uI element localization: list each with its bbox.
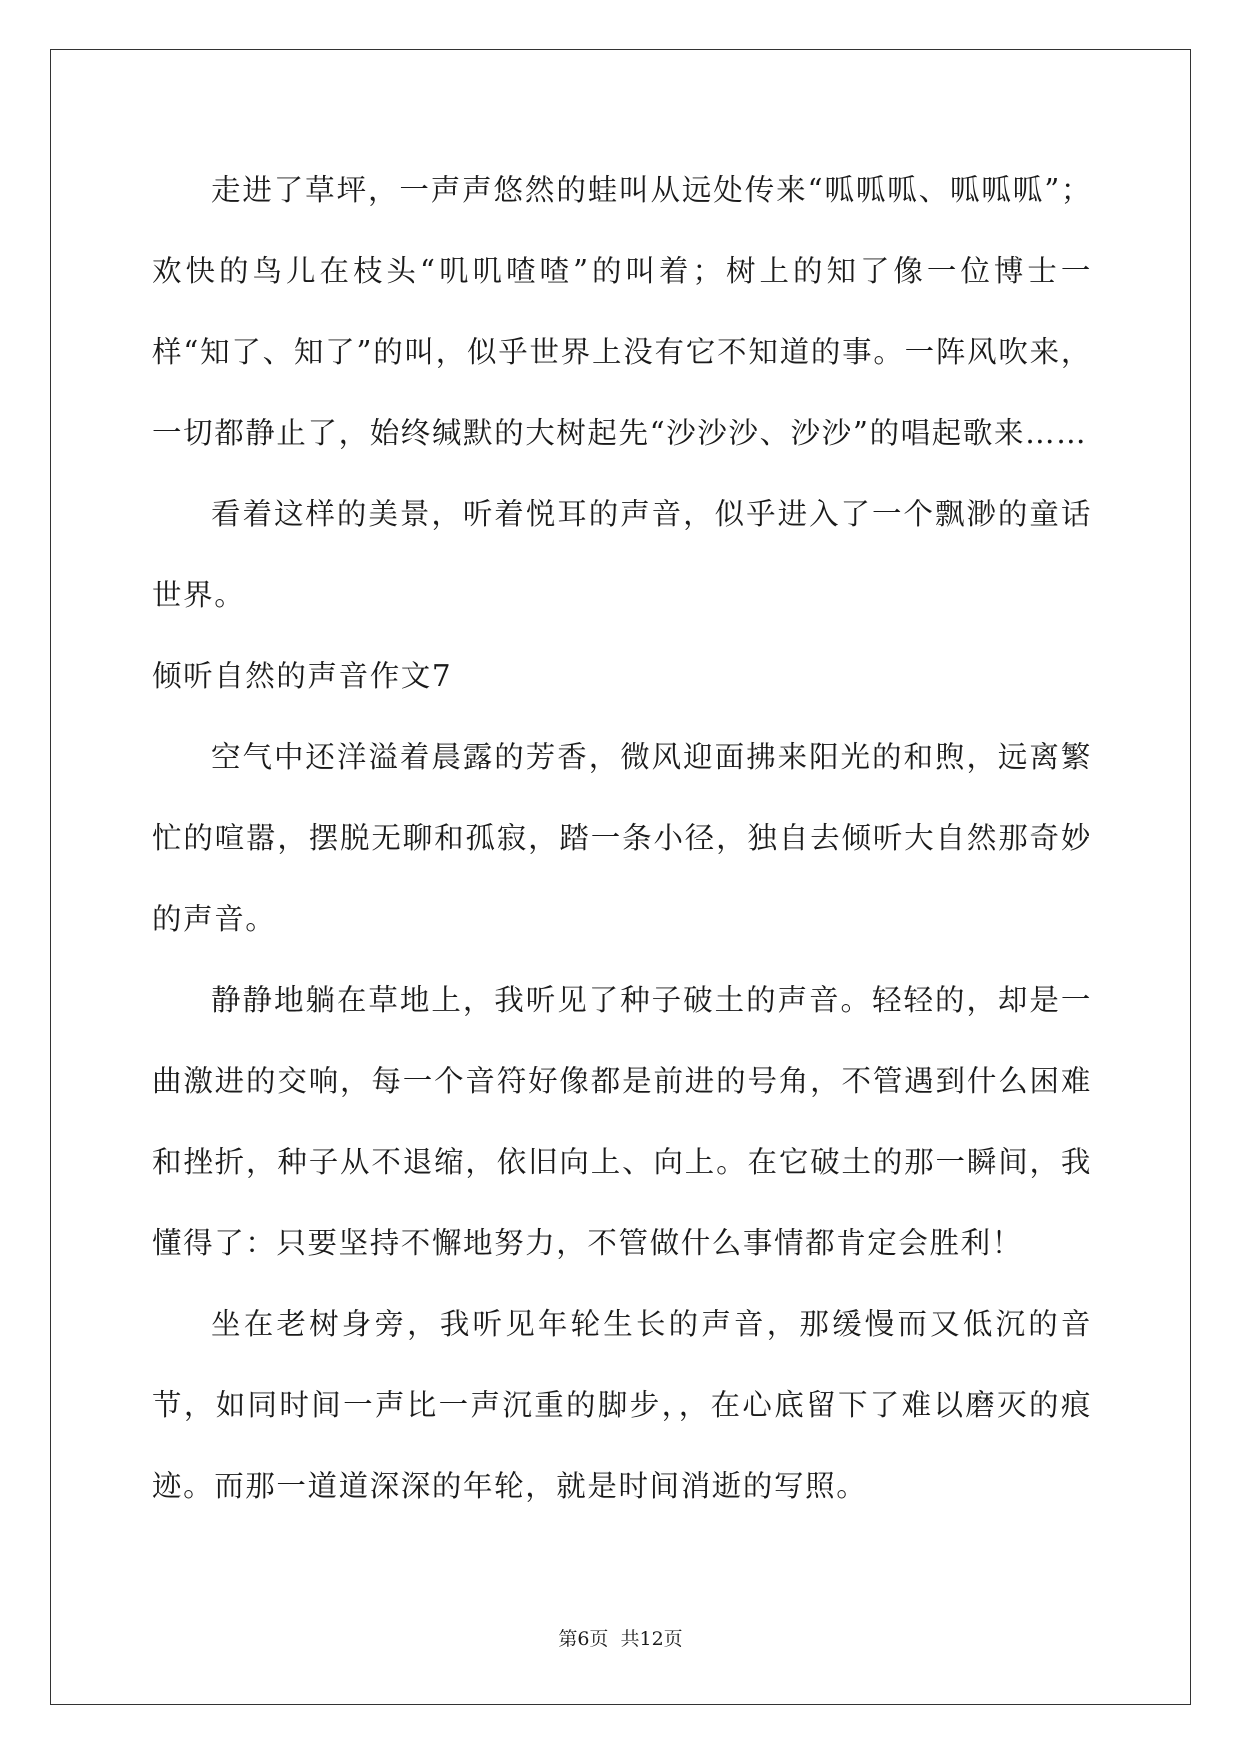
page-total: 共12页 [620,1628,683,1650]
paragraph-morning-dew: 空气中还洋溢着晨露的芳香，微风迎面拂来阳光的和煦，远离繁忙的喧嚣，摆脱无聊和孤寂，踏一条小径，独自去倾听大自然那奇妙的声音。 [152,740,1092,936]
footer-separator [608,1628,620,1650]
page-footer [0,1624,1241,1651]
paragraph-frog-birds: 走进了草坪，一声声悠然的蛙叫从远处传来“呱呱呱、呱呱呱”；欢快的鸟儿在枝头“叽叽喳喳”的叫着；树上的知了像一位博士一样“知了、知了”的叫，似乎世界上没有它不知道的事。一阵风吹来，一切都静止了，始终缄默的大树起先“沙沙沙、沙沙”的唱起歌来…… [152,173,1092,450]
paragraph-fairy-world: 看着这样的美景，听着悦耳的声音，似乎进入了一个飘渺的童话世界。 [152,497,1092,612]
document-body [152,150,1092,1527]
page-number: 第6页 [558,1628,609,1650]
paragraph-seed-sprouting: 静静地躺在草地上，我听见了种子破土的声音。轻轻的，却是一曲激进的交响，每一个音符好像都是前进的号角，不管遇到什么困难和挫折，种子从不退缩，依旧向上、向上。在它破土的那一瞬间，我懂得了：只要坚持不懈地努力，不管做什么事情都肯定会胜利！ [152,983,1092,1260]
essay-heading: 倾听自然的声音作文7 [152,659,453,693]
paragraph-tree-rings: 坐在老树身旁，我听见年轮生长的声音，那缓慢而又低沉的音节，如同时间一声比一声沉重的脚步，，在心底留下了难以磨灭的痕迹。而那一道道深深的年轮，就是时间消逝的写照。 [152,1307,1092,1503]
